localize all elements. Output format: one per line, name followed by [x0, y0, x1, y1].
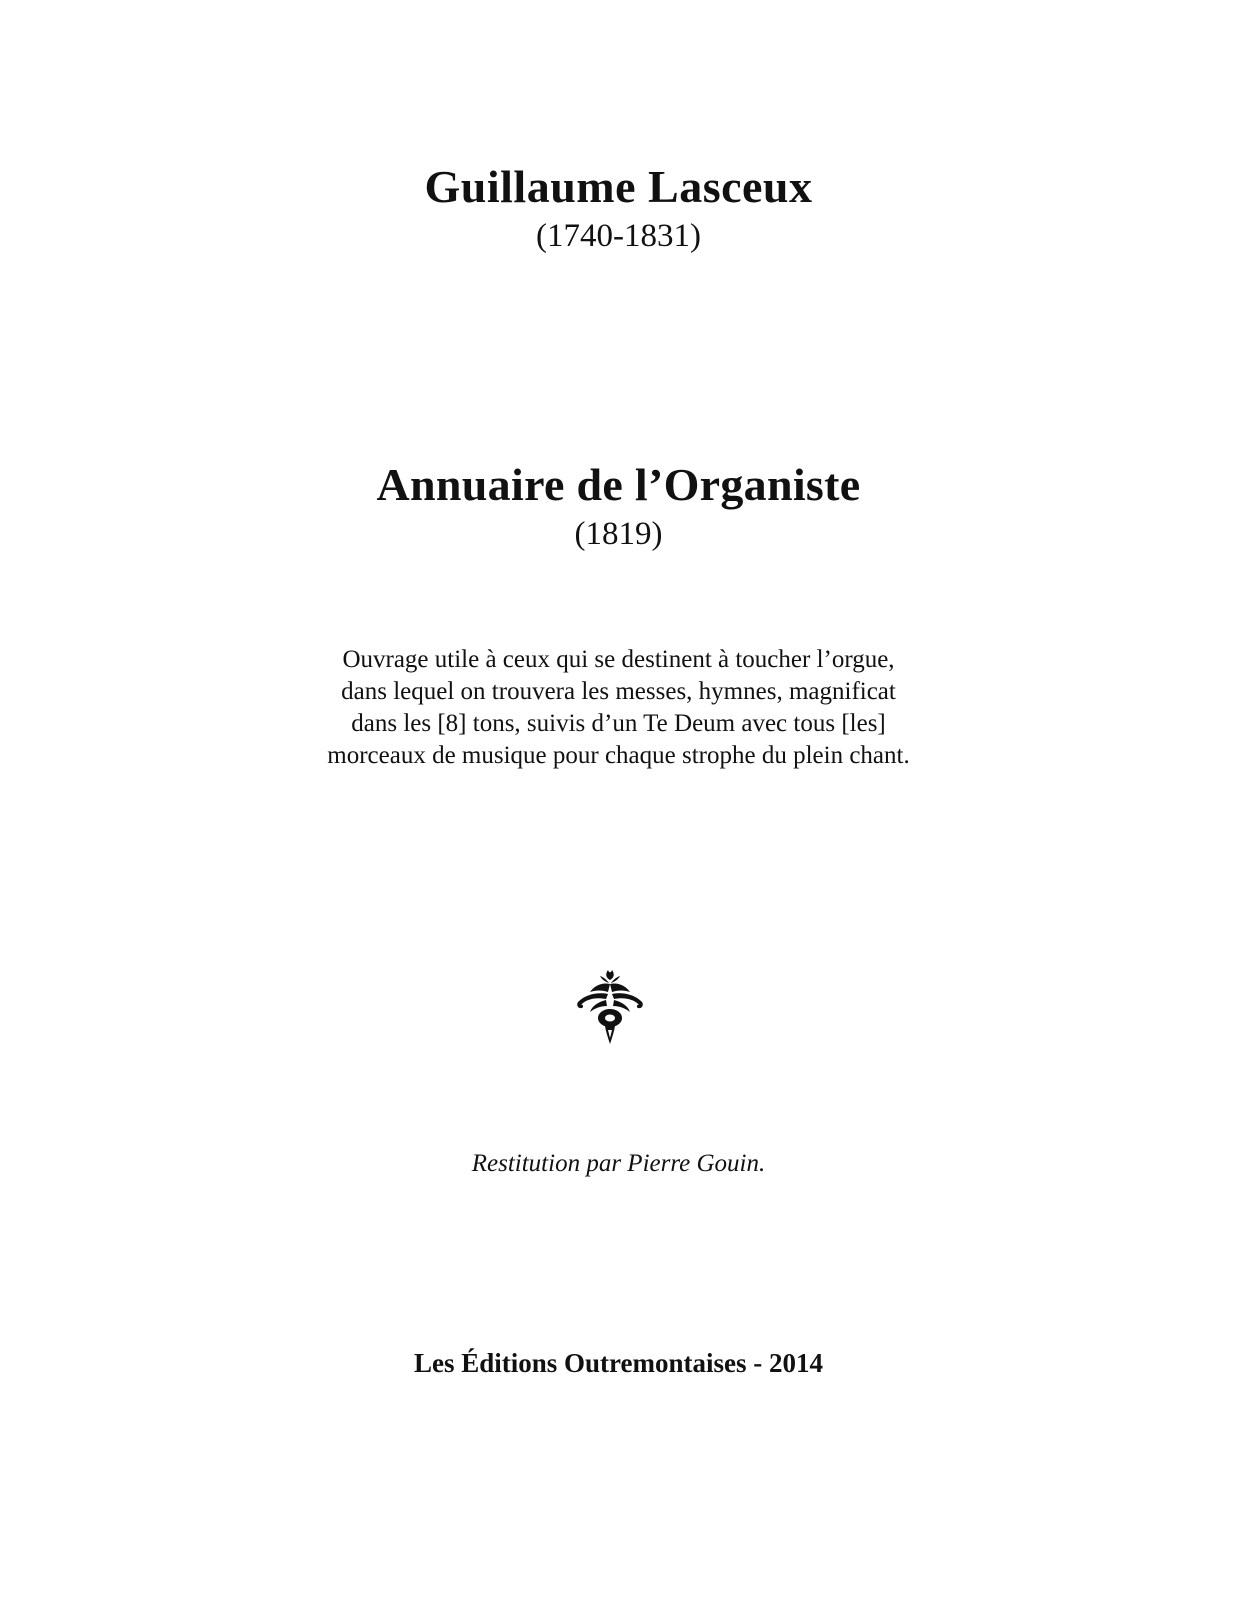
- description-line: dans les [8] tons, suivis d’un Te Deum avec tous [les]: [351, 710, 886, 737]
- work-year: (1819): [574, 516, 663, 552]
- description: [0, 644, 1237, 772]
- publisher-line: Les Éditions Outremontaises - 2014: [413, 1348, 824, 1378]
- composer-name: Guillaume Lasceux: [424, 161, 813, 212]
- composer-dates: (1740-1831): [536, 218, 701, 254]
- work-title: Annuaire de l’Organiste: [376, 459, 861, 510]
- description-line: Ouvrage utile à ceux qui se destinent à toucher l’orgue,: [342, 646, 895, 673]
- description-line: dans lequel on trouvera les messes, hymnes, magnificat: [341, 678, 896, 705]
- restitution-credit: Restitution par Pierre Gouin.: [471, 1150, 766, 1177]
- description-line: morceaux de musique pour chaque strophe du plein chant.: [327, 742, 910, 769]
- fleuron-icon: [572, 968, 648, 1048]
